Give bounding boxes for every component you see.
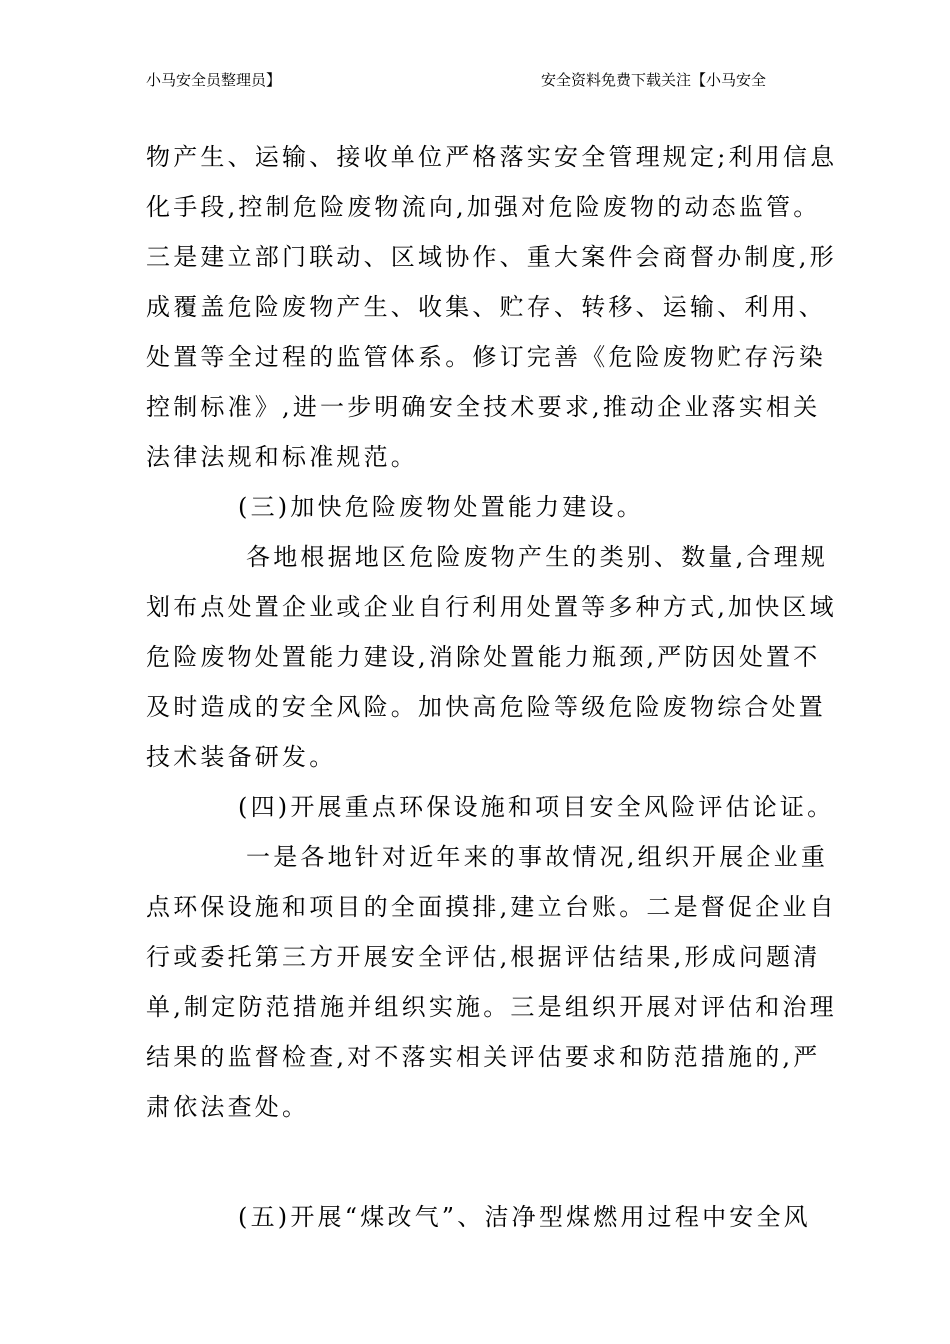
body-line: 肃依法查处。 xyxy=(146,1093,310,1121)
section-heading: (四)开展重点环保设施和项目安全风险评估论证。 xyxy=(238,793,835,821)
body-line: 点环保设施和项目的全面摸排,建立台账。二是督促企业自 xyxy=(146,893,837,921)
paragraph-first-line: 各地根据地区危险废物产生的类别、数量,合理规 xyxy=(246,543,829,571)
body-line: 化手段,控制危险废物流向,加强对危险废物的动态监管。 xyxy=(146,193,821,221)
body-line: 处置等全过程的监管体系。修订完善《危险废物贮存污染 xyxy=(146,343,826,371)
paragraph-first-line: 一是各地针对近年来的事故情况,组织开展企业重 xyxy=(246,843,829,871)
body-line: 技术装备研发。 xyxy=(146,743,337,771)
body-line: 物产生、运输、接收单位严格落实安全管理规定;利用信息 xyxy=(146,143,838,171)
body-line: 法律法规和标准规范。 xyxy=(146,443,418,471)
body-line: 成覆盖危险废物产生、收集、贮存、转移、运输、利用、 xyxy=(146,293,826,321)
body-line: 控制标准》,进一步明确安全技术要求,推动企业落实相关 xyxy=(146,393,821,421)
body-line: 及时造成的安全风险。加快高危险等级危险废物综合处置 xyxy=(146,693,826,721)
document-body xyxy=(146,132,838,1242)
body-line: 划布点处置企业或企业自行利用处置等多种方式,加快区域 xyxy=(146,593,837,621)
body-line: 单,制定防范措施并组织实施。三是组织开展对评估和治理 xyxy=(146,993,837,1021)
body-line: 三是建立部门联动、区域协作、重大案件会商督办制度,形 xyxy=(146,243,837,271)
section-heading: (五)开展“煤改气”、洁净型煤燃用过程中安全风 xyxy=(238,1203,811,1231)
body-line: 行或委托第三方开展安全评估,根据评估结果,形成问题清 xyxy=(146,943,821,971)
section-heading: (三)加快危险废物处置能力建设。 xyxy=(238,493,644,521)
paragraph-gap xyxy=(146,1132,806,1192)
header-left-text: 小马安全员整理员】 xyxy=(146,71,282,89)
body-line: 结果的监督检查,对不落实相关评估要求和防范措施的,严 xyxy=(146,1043,821,1071)
body-line: 危险废物处置能力建设,消除处置能力瓶颈,严防因处置不 xyxy=(146,643,821,671)
header-right-text: 安全资料免费下载关注【小马安全 xyxy=(541,71,767,89)
